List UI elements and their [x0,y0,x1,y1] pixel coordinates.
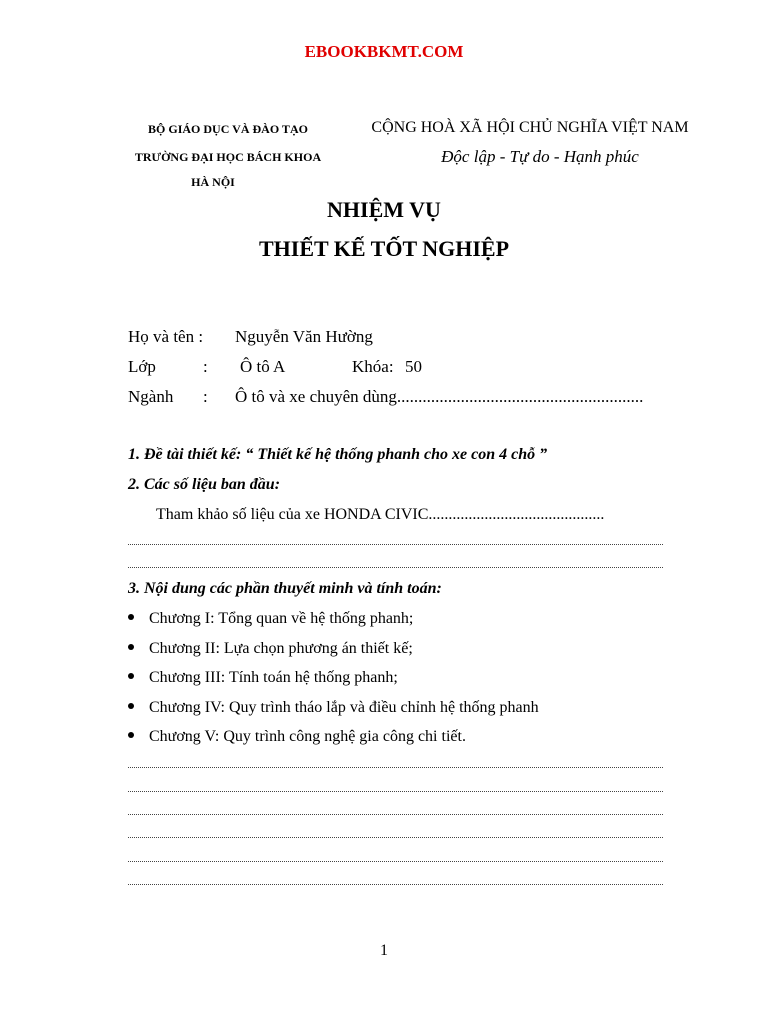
major-value: Ô tô và xe chuyên dùng.......................................................... [235,387,644,406]
document-subtitle: THIẾT KẾ TỐT NGHIỆP [258,236,510,261]
list-item [128,699,539,717]
ministry-name: BỘ GIÁO DỤC VÀ ĐÀO TẠO [148,122,308,136]
dotted-line [128,884,663,885]
chapter-text: Chương IV: Quy trình tháo lắp và điều chỉnh hệ thống phanh [149,699,539,716]
list-item [128,669,398,687]
bullet-icon [128,614,134,620]
bullet-icon [128,644,134,650]
dotted-line [128,861,663,862]
watermark: EBOOKBKMT.COM [304,42,464,61]
university-name: TRƯỜNG ĐẠI HỌC BÁCH KHOA [134,150,322,164]
list-item [128,610,413,628]
initial-data-text: Tham khảo số liệu của xe HONDA CIVIC............................................ [156,506,605,523]
name-value: Nguyễn Văn Hường [235,327,373,346]
chapter-text: Chương III: Tính toán hệ thống phanh; [149,669,398,686]
class-colon: : [203,357,208,376]
national-motto: Độc lập - Tự do - Hạnh phúc [441,147,639,166]
page-number: 1 [380,942,388,959]
dotted-line [128,837,663,838]
bullet-icon [128,732,134,738]
document-title: NHIỆM VỤ [327,197,441,222]
section-topic: 1. Đề tài thiết kế: “ Thiết kế hệ thống phanh cho xe con 4 chỗ ” [128,446,548,463]
list-item [128,640,413,658]
section-content: 3. Nội dung các phần thuyết minh và tính toán: [128,580,442,597]
chapter-text: Chương I: Tổng quan về hệ thống phanh; [149,610,414,627]
list-item [128,728,466,746]
dotted-line [128,767,663,768]
major-colon: : [203,387,208,406]
chapter-text: Chương II: Lựa chọn phương án thiết kế; [149,640,413,657]
class-label: Lớp [128,357,156,376]
bullet-icon [128,703,134,709]
course-value: 50 [405,357,422,376]
dotted-line [128,544,663,545]
section-initial-data: 2. Các số liệu ban đầu: [128,476,281,493]
name-label: Họ và tên : [128,327,204,346]
university-city: HÀ NỘI [191,175,235,189]
course-label: Khóa: [352,357,394,376]
dotted-line [128,791,663,792]
major-label: Ngành [128,387,174,406]
dotted-line [128,814,663,815]
bullet-icon [128,673,134,679]
chapter-text: Chương V: Quy trình công nghệ gia công chi tiết. [149,728,466,745]
country-name: CỘNG HOÀ XÃ HỘI CHỦ NGHĨA VIỆT NAM [371,119,689,136]
class-value: Ô tô A [240,357,286,376]
dotted-line [128,567,663,568]
